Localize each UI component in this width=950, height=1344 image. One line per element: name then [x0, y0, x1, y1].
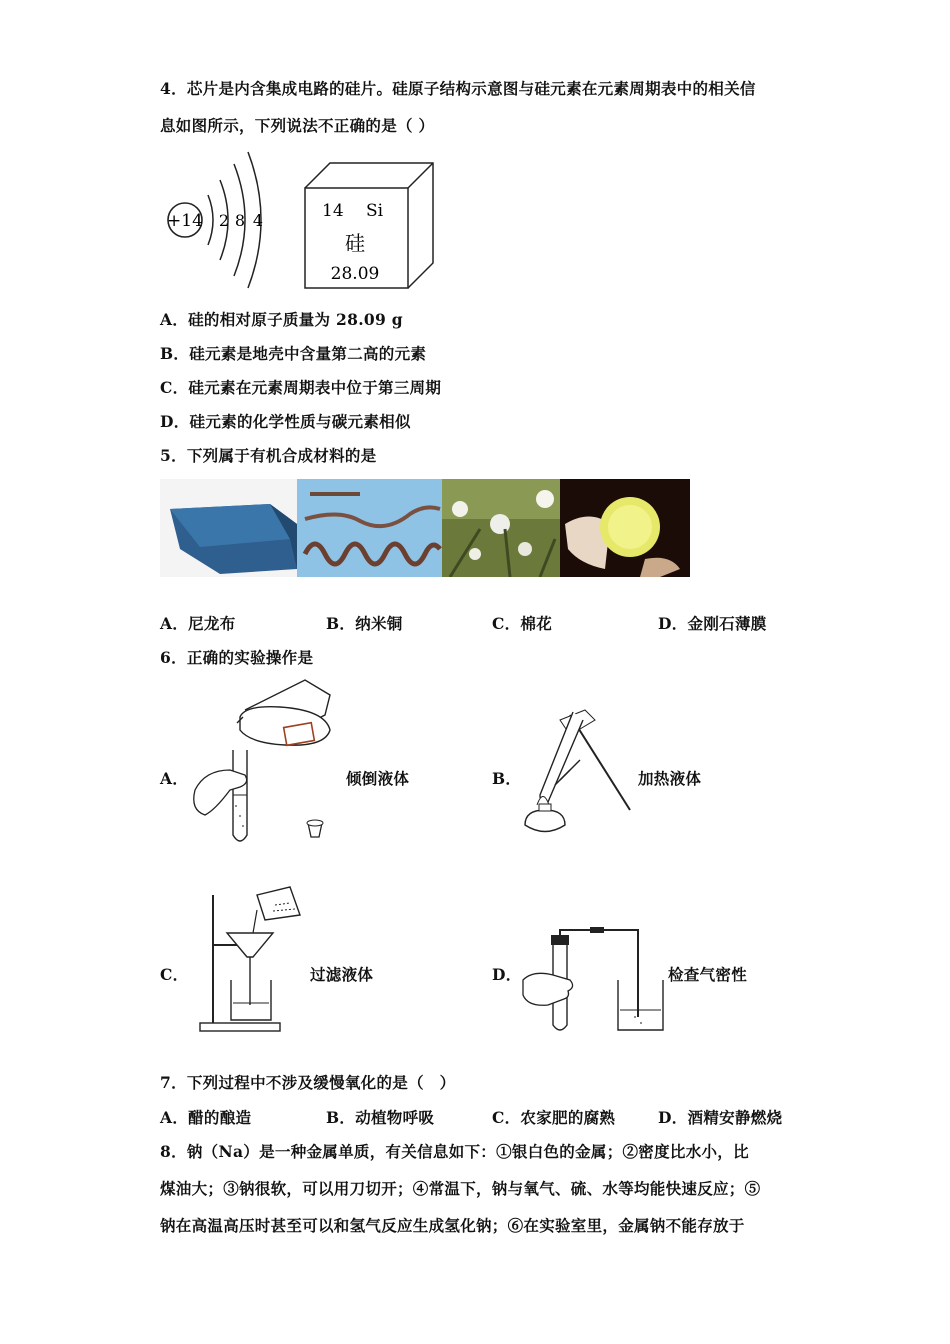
q5-stem: 5．下列属于有机合成材料的是 — [160, 446, 377, 465]
diamond-film-image — [560, 479, 690, 577]
q6-option-c-letter: C． — [160, 965, 189, 984]
q6-option-c-caption: 过滤液体 — [310, 965, 374, 984]
q5-option-d: D．金刚石薄膜 — [658, 614, 767, 633]
q5-option-c: C．棉花 — [492, 614, 553, 633]
materials-photo-strip — [160, 479, 690, 577]
q8-line1: 8．钠（Na）是一种金属单质，有关信息如下：①银白色的金属；②密度比水小，比 — [160, 1142, 749, 1161]
q6-option-a-caption: 倾倒液体 — [346, 769, 410, 788]
filtering-liquid-figure — [195, 885, 310, 1035]
q4-stem-line1: 4．芯片是内含集成电路的硅片。硅原子结构示意图与硅元素在元素周期表中的相关信 — [160, 79, 756, 98]
q6-option-a-letter: A． — [160, 769, 189, 788]
q7-option-d: D．酒精安静燃烧 — [658, 1108, 783, 1127]
q6-stem: 6．正确的实验操作是 — [160, 648, 314, 667]
q8-line3: 钠在高温高压时甚至可以和氢气反应生成氢化钠；⑥在实验室里，金属钠不能存放于 — [160, 1216, 745, 1235]
cotton-image — [442, 479, 560, 577]
q4-option-a: A．硅的相对原子质量为 28.09 g — [160, 310, 403, 329]
element-atomic-mass: 28.09 — [330, 264, 380, 284]
nylon-cloth-image — [160, 479, 297, 577]
q7-option-b: B．动植物呼吸 — [326, 1108, 435, 1127]
atom-shell-2: 8 — [234, 211, 246, 230]
q4-stem-line2: 息如图所示，下列说法不正确的是（ ） — [160, 116, 435, 135]
element-atomic-number: 14 — [322, 201, 344, 221]
q8-line2: 煤油大；③钠很软，可以用刀切开；④常温下，钠与氧气、硫、水等均能快速反应；⑤ — [160, 1179, 761, 1198]
q6-option-b-caption: 加热液体 — [638, 769, 702, 788]
airtightness-check-figure — [518, 925, 668, 1035]
q7-option-a: A．醋的酿造 — [160, 1108, 252, 1127]
element-symbol: Si — [366, 201, 384, 221]
q6-option-b-letter: B． — [492, 769, 522, 788]
element-name: 硅 — [345, 231, 365, 255]
q5-option-b: B．纳米铜 — [326, 614, 403, 633]
pouring-liquid-figure — [185, 675, 345, 850]
q4-option-c: C．硅元素在元素周期表中位于第三周期 — [160, 378, 442, 397]
heating-liquid-figure — [515, 700, 640, 840]
q7-option-c: C．农家肥的腐熟 — [492, 1108, 616, 1127]
atom-nucleus-label: +14 — [167, 211, 203, 231]
silicon-atom-diagram — [160, 150, 280, 290]
q7-stem: 7．下列过程中不涉及缓慢氧化的是（ ） — [160, 1073, 456, 1092]
q6-option-d-letter: D． — [492, 965, 522, 984]
atom-shell-1: 2 — [218, 211, 230, 230]
atom-shell-3: 4 — [252, 211, 264, 230]
q6-option-d-caption: 检查气密性 — [668, 965, 748, 984]
q4-option-b: B．硅元素是地壳中含量第二高的元素 — [160, 344, 427, 363]
nano-copper-image — [297, 479, 442, 577]
q4-option-d: D．硅元素的化学性质与碳元素相似 — [160, 412, 411, 431]
periodic-element-cell — [300, 158, 440, 293]
q5-option-a: A．尼龙布 — [160, 614, 236, 633]
